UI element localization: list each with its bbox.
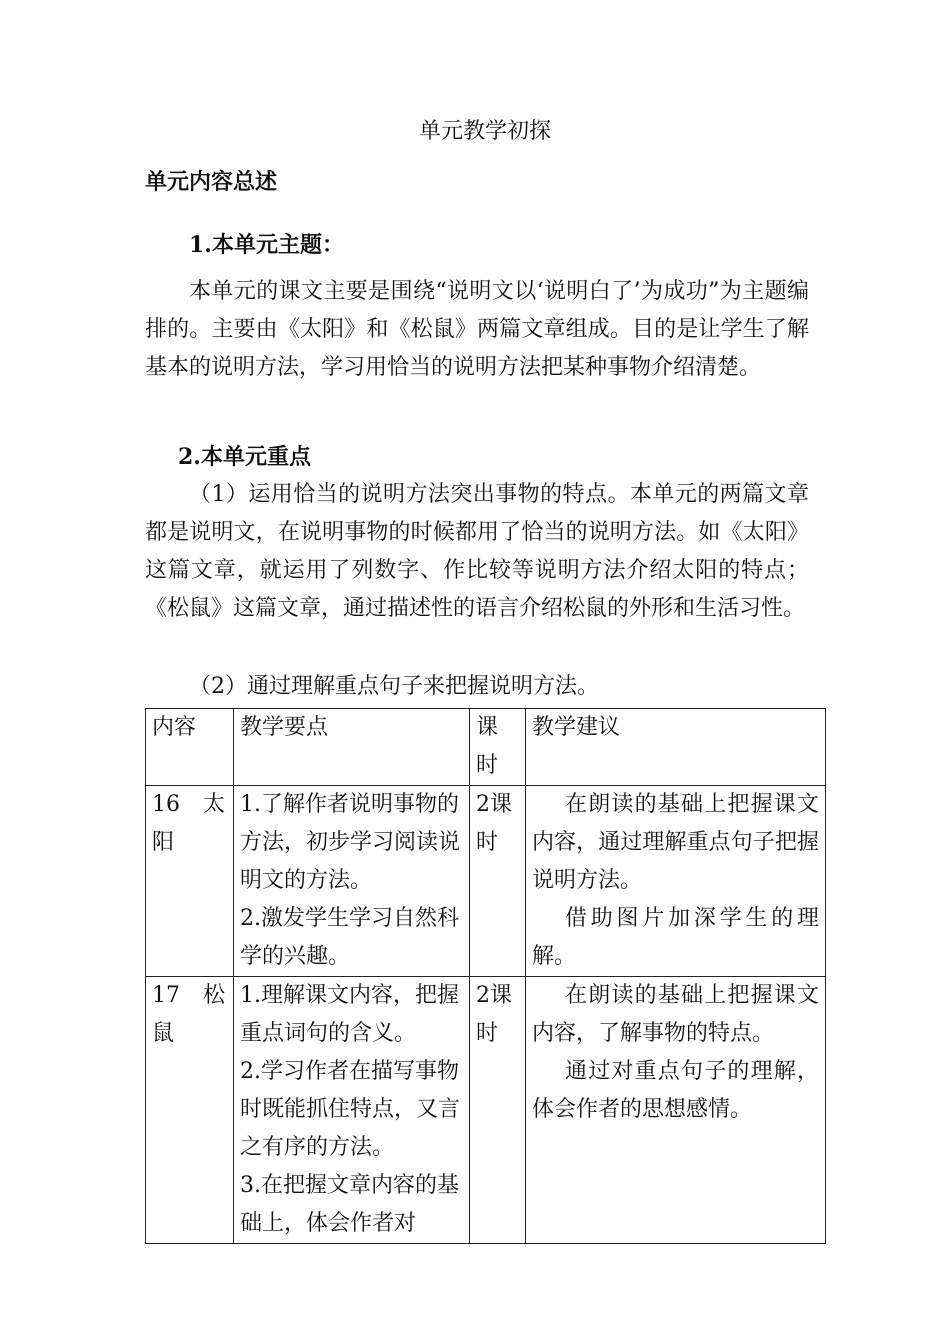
header-key-points: 教学要点 bbox=[234, 709, 470, 786]
theme-heading: 1.本单元主题： bbox=[189, 232, 344, 258]
key-points-cell bbox=[234, 786, 470, 977]
key-point: 2.学习作者在描写事物时既能抓住特点，又言之有序的方法。 bbox=[240, 1059, 461, 1160]
periods-cell: 2课时 bbox=[470, 977, 526, 1244]
key-point: 2.激发学生学习自然科学的兴趣。 bbox=[240, 906, 459, 969]
suggestion: 通过对重点句子的理解，体会作者的思想感情。 bbox=[532, 1059, 819, 1122]
table-row bbox=[146, 786, 826, 977]
teaching-plan-table bbox=[145, 708, 826, 1244]
focus-point-2: （2）通过理解重点句子来把握说明方法。 bbox=[189, 674, 599, 699]
table-row bbox=[146, 977, 826, 1244]
key-points-cell bbox=[234, 977, 470, 1244]
header-suggestions: 教学建议 bbox=[526, 709, 826, 786]
suggestions-cell bbox=[526, 786, 826, 977]
theme-paragraph: 本单元的课文主要是围绕“说明文以‘说明白了’为成功”为主题编排的。主要由《太阳》和《松鼠》两篇文章组成。目的是让学生了解基本的说明方法，学习用恰当的说明方法把某种事物介绍清楚。 bbox=[145, 279, 809, 380]
focus-heading: 2.本单元重点 bbox=[178, 444, 311, 470]
key-point: 1.了解作者说明事物的方法，初步学习阅读说明文的方法。 bbox=[240, 792, 461, 893]
suggestion: 借助图片加深学生的理解。 bbox=[532, 906, 819, 969]
key-point: 1.理解课文内容，把握重点词句的含义。 bbox=[240, 983, 459, 1046]
lesson-title: 16 太阳 bbox=[152, 792, 225, 855]
header-content: 内容 bbox=[146, 709, 234, 786]
lesson-title: 17 松鼠 bbox=[152, 983, 225, 1046]
key-point: 3.在把握文章内容的基础上，体会作者对 bbox=[240, 1173, 459, 1236]
periods-cell: 2课时 bbox=[470, 786, 526, 977]
header-periods: 课时 bbox=[470, 709, 526, 786]
section-heading: 单元内容总述 bbox=[145, 169, 278, 195]
suggestion: 在朗读的基础上把握课文内容，通过理解重点句子把握说明方法。 bbox=[532, 792, 819, 893]
focus-point-1: （1）运用恰当的说明方法突出事物的特点。本单元的两篇文章都是说明文，在说明事物的时候都用了恰当的说明方法。如《太阳》这篇文章，就运用了列数字、作比较等说明方法介绍太阳的特点；《松鼠》这篇文章，通过描述性的语言介绍松鼠的外形和生活习性。 bbox=[145, 482, 809, 621]
lesson-cell bbox=[146, 786, 234, 977]
suggestions-cell bbox=[526, 977, 826, 1244]
lesson-cell bbox=[146, 977, 234, 1244]
table-header-row bbox=[146, 709, 826, 786]
suggestion: 在朗读的基础上把握课文内容，了解事物的特点。 bbox=[532, 983, 819, 1046]
document-title: 单元教学初探 bbox=[418, 119, 551, 144]
